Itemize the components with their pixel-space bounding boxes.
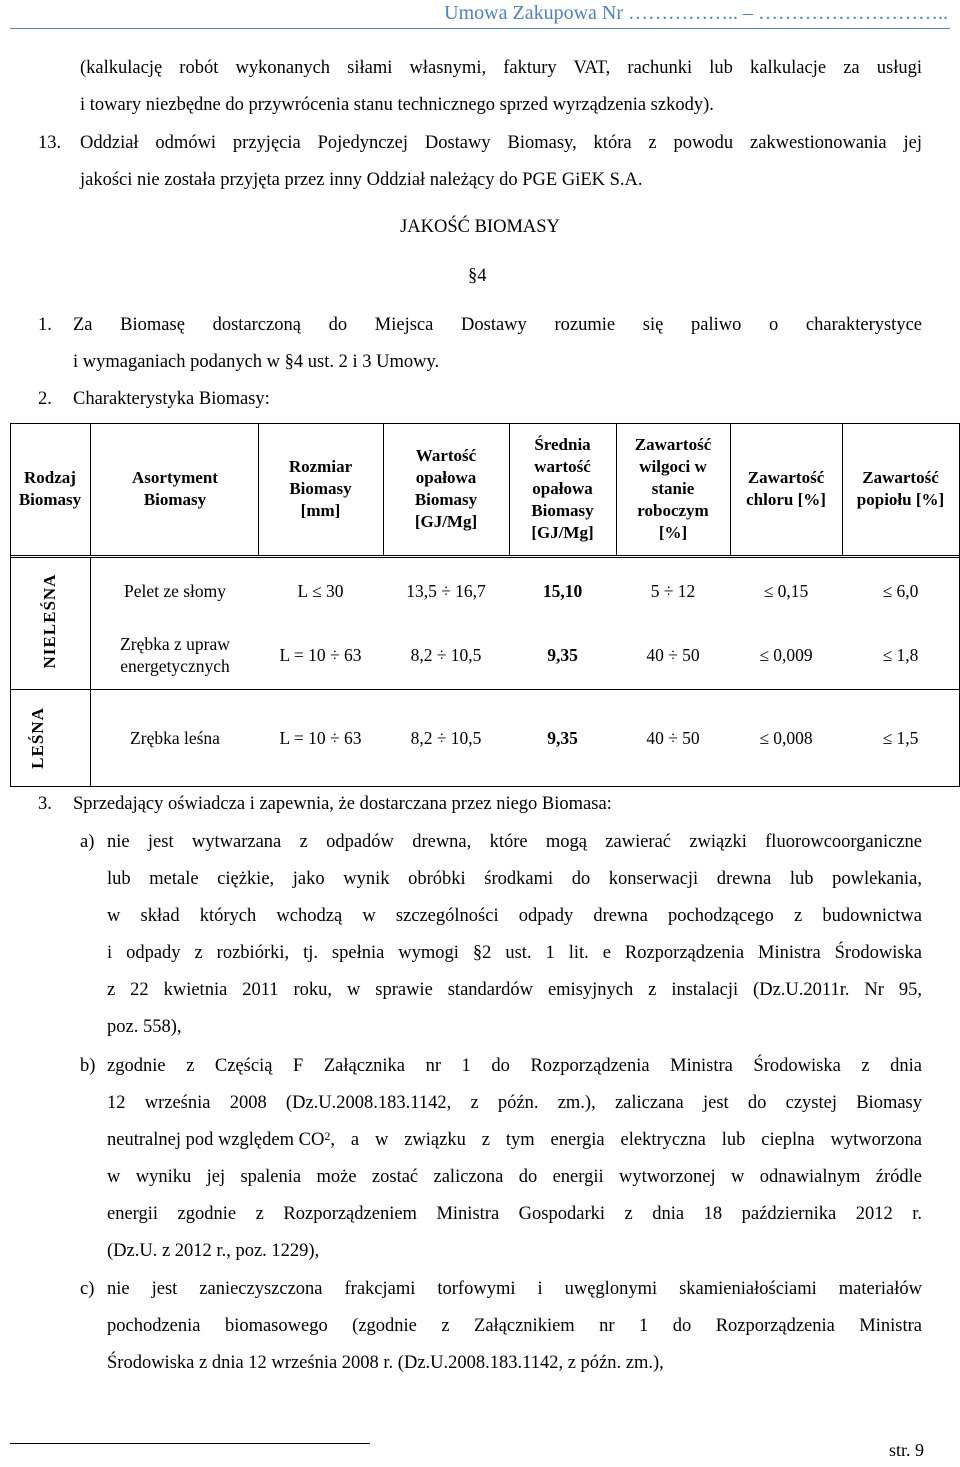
row-2-srednia: 9,35 (547, 645, 578, 665)
row-3-rozmiar: L = 10 ÷ 63 (279, 728, 362, 748)
row-3-asortyment: Zrębka leśna (130, 728, 220, 748)
row-1-wartosc: 13,5 ÷ 16,7 (406, 581, 486, 601)
row-1-rozmiar: L ≤ 30 (297, 581, 344, 601)
item-3a-line-3: w skład których wchodzą w szczególności odpady drewna pochodzącego z budownictwa (107, 906, 922, 926)
item-3a-line-6: poz. 558), (107, 1017, 182, 1037)
page-number: str. 9 (888, 1440, 924, 1460)
item-3b-line-3 (107, 1122, 922, 1159)
row-2-chlor: ≤ 0,009 (759, 645, 813, 665)
item-3b-line-5: energii zgodnie z Rozporządzeniem Ministra Gospodarki z dnia 18 października 2012 r. (107, 1204, 922, 1224)
row-3-chlor: ≤ 0,008 (759, 728, 813, 748)
row-1-chlor: ≤ 0,15 (763, 581, 809, 601)
item-3a-line-4: i odpady z rozbiórki, tj. spełnia wymogi §2 ust. 1 lit. e Rozporządzenia Ministra Środowiska (107, 943, 922, 963)
header-wartosc: Wartość opałowa Biomasy [GJ/Mg] (414, 446, 478, 531)
header-srednia: Średnia wartość opałowa Biomasy [GJ/Mg] (531, 435, 594, 542)
document-header: Umowa Zakupowa Nr …………….. – ……………………….. (444, 2, 948, 24)
para-12-line-1: (kalkulację robót wykonanych siłami własnymi, faktury VAT, rachunki lub kalkulacje za usługi (80, 58, 922, 78)
item-3b-line-1: zgodnie z Częścią F Załącznika nr 1 do Rozporządzenia Ministra Środowiska z dnia (107, 1056, 922, 1076)
biomass-characteristics-table (0, 423, 960, 787)
item-1-line-2: i wymaganiach podanych w §4 ust. 2 i 3 Umowy. (73, 352, 440, 372)
row-2-wartosc: 8,2 ÷ 10,5 (410, 645, 482, 665)
co2-subscript: 2 (324, 1129, 331, 1143)
row-1-srednia: 15,10 (542, 581, 583, 601)
item-1-line-1: Za Biomasę dostarczoną do Miejsca Dostawy rozumie się paliwo o charakterystyce (73, 315, 922, 335)
header-asortyment: Asortyment Biomasy (132, 468, 218, 509)
para-13-line-2: jakości nie została przyjęta przez inny Oddział należący do PGE GiEK S.A. (80, 170, 643, 190)
item-3a-line-5: z 22 kwietnia 2011 roku, w sprawie standardów emisyjnych z instalacji (Dz.U.2011r. Nr 95, (107, 980, 922, 1000)
group-label-nielesna: NIELEŚNA (40, 573, 59, 669)
item-3a-label: a) (80, 832, 95, 852)
item-3b-line-3-a: neutralnej pod względem CO (107, 1130, 325, 1150)
row-3-wilgoc: 40 ÷ 50 (646, 728, 700, 748)
header-popiol: Zawartość popiołu [%] (856, 468, 945, 509)
row-1-wilgoc: 5 ÷ 12 (650, 581, 696, 601)
group-label-lesna: LEŚNA (28, 707, 47, 769)
para-13-number: 13. (38, 133, 62, 153)
header-chlor: Zawartość chloru [%] (746, 468, 826, 509)
header-rodzaj: Rodzaj Biomasy (18, 468, 82, 509)
item-3b-label: b) (80, 1056, 96, 1076)
item-3c-line-3: Środowiska z dnia 12 września 2008 r. (Dz.U.2008.183.1142, z późn. zm.), (107, 1353, 664, 1373)
item-3b-line-6: (Dz.U. z 2012 r., poz. 1229), (107, 1241, 320, 1261)
item-3c-line-2: pochodzenia biomasowego (zgodnie z Załącznikiem nr 1 do Rozporządzenia Ministra (107, 1316, 922, 1336)
header-rule (10, 28, 950, 29)
item-3c-label: c) (80, 1279, 95, 1299)
row-3-srednia: 9,35 (547, 728, 578, 748)
item-3b-line-3-b: , a w związku z tym energia elektryczna lub cieplna wytworzona (330, 1130, 922, 1150)
item-3c-line-1: nie jest zanieczyszczona frakcjami torfowymi i uwęglonymi skamieniałościami materiałów (107, 1279, 922, 1299)
header-wilgoc: Zawartość wilgoci w stanie roboczym [%] (634, 435, 712, 542)
row-3-popiol: ≤ 1,5 (882, 728, 919, 748)
row-3-wartosc: 8,2 ÷ 10,5 (410, 728, 482, 748)
row-2-asortyment: Zrębka z upraw energetycznych (120, 634, 230, 676)
row-2-rozmiar: L = 10 ÷ 63 (279, 645, 362, 665)
row-1-popiol: ≤ 6,0 (882, 581, 919, 601)
para-13-line-1: Oddział odmówi przyjęcia Pojedynczej Dostawy Biomasy, która z powodu zakwestionowania jej (80, 133, 922, 153)
item-2-number: 2. (38, 389, 52, 409)
row-1-asortyment: Pelet ze słomy (123, 581, 227, 601)
item-3-text: Sprzedający oświadcza i zapewnia, że dostarczana przez niego Biomasa: (73, 794, 612, 814)
footer-rule (10, 1443, 370, 1444)
item-1-number: 1. (38, 315, 52, 335)
row-2-popiol: ≤ 1,8 (882, 645, 919, 665)
para-12-line-2: i towary niezbędne do przywrócenia stanu technicznego sprzed wyrządzenia szkody). (80, 95, 714, 115)
item-3a-line-2: lub metale ciężkie, jako wynik obróbki środkami do konserwacji drewna lub powlekania, (107, 869, 922, 889)
section-paragraph-sign: §4 (468, 266, 487, 286)
header-rozmiar: Rozmiar Biomasy [mm] (288, 457, 353, 520)
row-2-wilgoc: 40 ÷ 50 (646, 645, 700, 665)
section-title: JAKOŚĆ BIOMASY (400, 217, 560, 237)
item-3b-line-2: 12 września 2008 (Dz.U.2008.183.1142, z późn. zm.), zaliczana jest do czystej Biomasy (107, 1093, 922, 1113)
item-2-text: Charakterystyka Biomasy: (73, 389, 270, 409)
item-3b-line-4: w wyniku jej spalenia może zostać zaliczona do energii wytworzonej w odnawialnym źródle (107, 1167, 922, 1187)
item-3-number: 3. (38, 794, 52, 814)
item-3a-line-1: nie jest wytwarzana z odpadów drewna, które mogą zawierać związki fluorowcoorganiczne (107, 832, 922, 852)
